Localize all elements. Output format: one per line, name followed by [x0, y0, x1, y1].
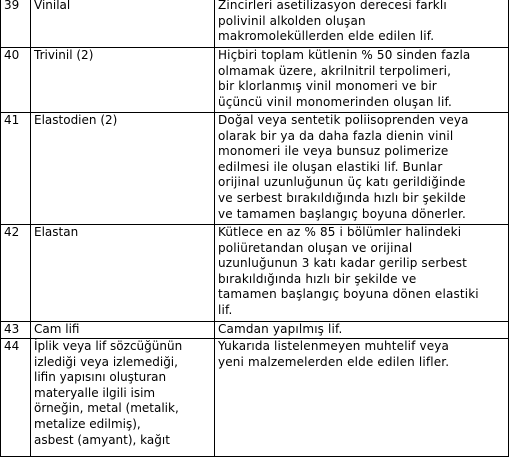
fiber-name-text: Elastodien — [34, 113, 97, 127]
fiber-name-text: Elastan — [34, 225, 79, 239]
row-number: 44 — [1, 339, 31, 457]
fiber-description: Yukarıda listelenmeyen muhtelif veya yeni malzemelerden elde edilen lifler. — [215, 339, 509, 457]
footnote-marker: (2) — [100, 113, 118, 127]
table-row — [1, 0, 509, 48]
table-row — [1, 322, 509, 339]
row-number: 42 — [1, 225, 31, 322]
fiber-name — [31, 225, 215, 322]
fiber-description: Zincirleri asetilizasyon derecesi farklı polivinil alkolden oluşan makromoleküllerden elde edilen lif. — [215, 0, 509, 48]
row-number: 40 — [1, 48, 31, 113]
table-row — [1, 48, 509, 113]
fiber-name — [31, 113, 215, 225]
table-row — [1, 339, 509, 457]
table-row — [1, 113, 509, 225]
fiber-description: Camdan yapılmış lif. — [215, 322, 509, 339]
footnote-marker: (2) — [76, 48, 94, 62]
fiber-name-text: Cam lifi — [34, 322, 80, 336]
fiber-name — [31, 48, 215, 113]
row-number: 39 — [1, 0, 31, 48]
fiber-description: Hiçbiri toplam kütlenin % 50 sinden fazla olmamak üzere, akrilnitril terpolimeri, bir klorlanmış vinil monomeri ve bir üçüncü vinil monomerinden oluşan lif. — [215, 48, 509, 113]
row-number: 41 — [1, 113, 31, 225]
row-number: 43 — [1, 322, 31, 339]
fiber-name-text: İplik veya lif sözcüğünün izlediği veya izlemediği, lifin yapısını oluşturan materyalle ilgili isim örneğin, metal (metalik, metalize edilmiş), asbest (amyant), kağıt — [34, 339, 183, 447]
table-row — [1, 225, 509, 322]
fiber-description: Doğal veya sentetik poliisoprenden veya olarak bir ya da daha fazla dienin vinil monomeri ile veya bunsuz polimerize edilmesi ile oluşan elastiki lif. Bunlar orijinal uzunluğunun üç katı gerildiğinde ve serbest bırakıldığında hızlı bir şekilde ve tamamen başlangıç boyuna dönerler. — [215, 113, 509, 225]
fiber-description: Kütlece en az % 85 i bölümler halindeki poliüretandan oluşan ve orijinal uzunluğunun 3 katı kadar gerilip serbest bırakıldığında hızlı bir şekilde ve tamamen başlangıç boyuna dönen elastiki lif. — [215, 225, 509, 322]
fiber-name-text: Vinilal — [34, 0, 71, 12]
fiber-name — [31, 322, 215, 339]
fiber-name-text: Trivinil — [34, 48, 73, 62]
fiber-name — [31, 339, 215, 457]
fiber-name — [31, 0, 215, 48]
